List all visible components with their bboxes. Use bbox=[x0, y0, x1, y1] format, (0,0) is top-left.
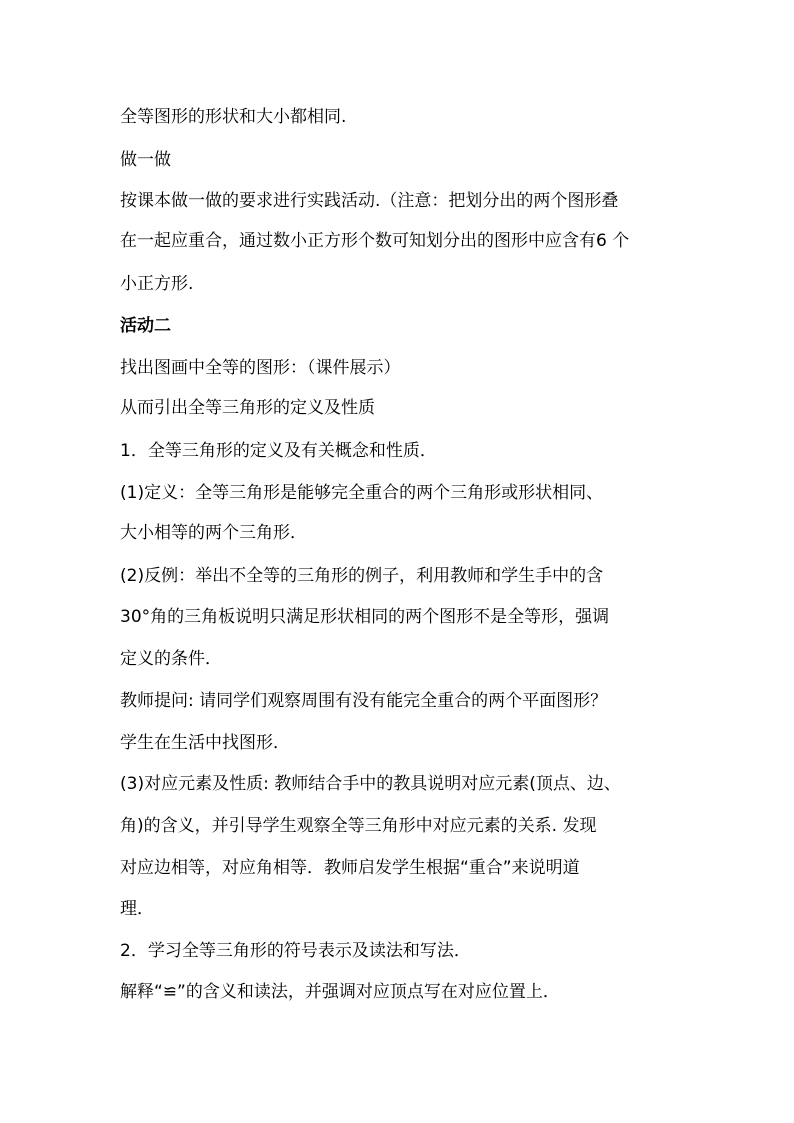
paragraph-line: 定义的条件． bbox=[120, 649, 222, 669]
paragraph-line: 做一做 bbox=[120, 150, 171, 170]
paragraph-line: 找出图画中全等的图形：（课件展示） bbox=[120, 358, 401, 378]
paragraph-line: 在一起应重合，通过数小正方形个数可知划分出的图形中应含有6 个 bbox=[120, 231, 630, 251]
paragraph-line: 角)的含义，并引导学生观察全等三角形中对应元素的关系. 发现 bbox=[120, 816, 597, 836]
paragraph-line: 学生在生活中找图形． bbox=[120, 733, 290, 753]
paragraph-line: 从而引出全等三角形的定义及性质 bbox=[120, 398, 375, 418]
paragraph-line: 2．学习全等三角形的符号表示及读法和写法． bbox=[120, 941, 471, 961]
paragraph-line: 1．全等三角形的定义及有关概念和性质． bbox=[120, 441, 437, 461]
paragraph-line: 小正方形. bbox=[120, 274, 194, 294]
paragraph-line: 全等图形的形状和大小都相同. bbox=[120, 107, 347, 127]
paragraph-line: (1)定义：全等三角形是能够完全重合的两个三角形或形状相同、 bbox=[120, 483, 604, 503]
paragraph-line: 理． bbox=[120, 899, 154, 919]
paragraph-line: (2)反例：举出不全等的三角形的例子，利用教师和学生手中的含 bbox=[120, 566, 604, 586]
section-heading: 活动二 bbox=[120, 316, 171, 336]
paragraph-line: (3)对应元素及性质: 教师结合手中的教具说明对应元素(顶点、边、 bbox=[120, 774, 621, 794]
paragraph-line: 对应边相等，对应角相等．教师启发学生根据“重合”来说明道 bbox=[120, 858, 580, 878]
paragraph-line: 解释“≌”的含义和读法，并强调对应顶点写在对应位置上． bbox=[120, 982, 560, 1002]
paragraph-line: 大小相等的两个三角形． bbox=[120, 523, 307, 543]
paragraph-line: 教师提问: 请同学们观察周围有没有能完全重合的两个平面图形？ bbox=[120, 691, 608, 711]
paragraph-line: 按课本做一做的要求进行实践活动.（注意：把划分出的两个图形叠 bbox=[120, 191, 619, 211]
paragraph-line: 30°角的三角板说明只满足形状相同的两个图形不是全等形，强调 bbox=[120, 607, 610, 627]
